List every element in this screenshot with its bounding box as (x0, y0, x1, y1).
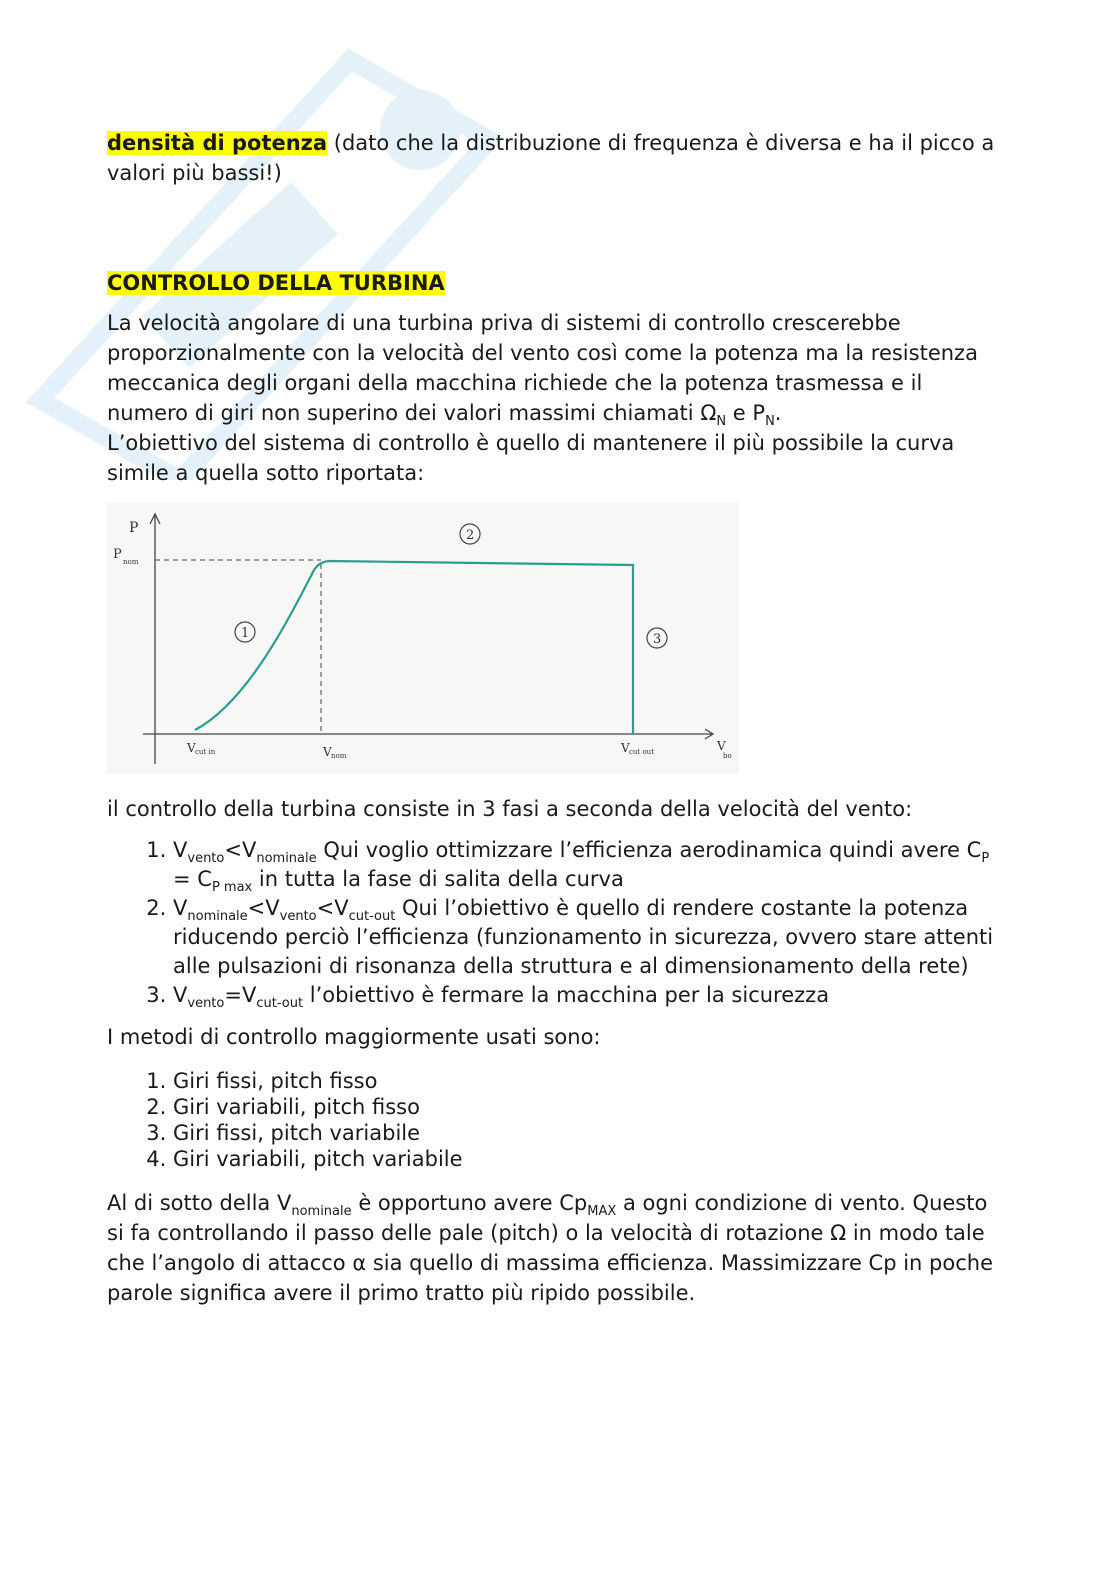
method-item: 3. Giri fissi, pitch variabile (173, 1120, 1007, 1146)
v-cut-out-subscript: cut out (629, 748, 655, 756)
phases-list (107, 836, 1007, 1010)
x-axis-subscript: bo (723, 752, 732, 760)
paragraph1-text: La velocità angolare di una turbina priva di sistemi di controllo crescerebbe proporzionalmente con la velocità del vento così come la potenza ma la resistenza meccanica degli organi della macchina richiede che la potenza trasmessa e il numero di giri non superino dei valori massimi chiamati (107, 311, 978, 425)
document-page (107, 128, 1007, 1308)
paragraph-turbine-speed (107, 308, 1007, 428)
v-nom-label: V (323, 745, 332, 759)
method-item: 1. Giri fissi, pitch fisso (173, 1068, 1007, 1094)
power-curve-figure (107, 502, 739, 774)
intro-text: (dato che la distribuzione di frequenza è diversa e ha il picco a valori più bassi!) (107, 131, 995, 185)
y-axis-label: P (129, 520, 139, 536)
paragraph-objective: L’obiettivo del sistema di controllo è quello di mantenere il più possibile la curva simile a quella sotto riportata: (107, 431, 955, 485)
phase-item: 1. $V_{vento}<V_{nominale}$ Qui voglio ottimizzare l’efficienza aerodinamica quindi avere $C_P = C_{P max}$ in tutta la fase di salita della curva (173, 836, 1007, 894)
method-item: 2. Giri variabili, pitch fisso (173, 1094, 1007, 1120)
v-nom-subscript: nom (331, 752, 347, 760)
p-nom-subscript: nom (123, 558, 139, 566)
power-curve (195, 561, 633, 734)
section-heading (107, 268, 1007, 298)
p-subscript: N (765, 414, 775, 429)
paragraph-phases-intro: il controllo della turbina consiste in 3 fasi a seconda della velocità del vento: (107, 797, 913, 821)
section-heading-text: CONTROLLO DELLA TURBINA (107, 271, 445, 295)
v-cut-in-label: V (187, 741, 196, 755)
intro-paragraph (107, 128, 1007, 188)
phase-item: 2. $V_{nominale}<V_{vento}<V_{cut-out}$ Qui l’obiettivo è quello di rendere costante la potenza riducendo perciò l’efficienza (funzionamento in sicurezza, ovvero stare attenti alle pulsazioni di risonanza della struttura e al dimensionamento della rete) (173, 894, 1007, 981)
paragraph1-end: . (774, 401, 782, 425)
phase-item: 3. $V_{vento}=V_{cut-out}$ l’obiettivo è fermare la macchina per la sicurezza (173, 981, 1007, 1010)
paragraph-methods-intro: I metodi di controllo maggiormente usati sono: (107, 1025, 601, 1049)
v-cut-out-label: V (621, 741, 630, 755)
region-1-label: 1 (241, 626, 250, 641)
region-2-label: 2 (466, 528, 475, 543)
v-cut-in-subscript: cut in (195, 748, 216, 756)
omega-symbol: Ω (700, 401, 717, 425)
omega-subscript: N (716, 414, 727, 429)
x-axis-label: V (717, 739, 726, 753)
power-density-highlight: densità di potenza (107, 131, 328, 155)
paragraph1-and: e (726, 401, 753, 425)
p-nom-label: P (113, 547, 122, 562)
region-3-label: 3 (653, 632, 662, 647)
method-item: 4. Giri variabili, pitch variabile (173, 1146, 1007, 1172)
methods-list (107, 1068, 1007, 1172)
paragraph-final: Al di sotto della $V_{nominale}$ è opportuno avere $Cp_{MAX}$ a ogni condizione di vento. Questo si fa controllando il passo delle pale (pitch) o la velocità di rotazione Ω in modo tale che l’angolo di attacco α sia quello di massima efficienza. Massimizzare Cp in poche parole significa avere il primo tratto più ripido possibile. (107, 1191, 993, 1305)
p-symbol: P (752, 401, 766, 425)
